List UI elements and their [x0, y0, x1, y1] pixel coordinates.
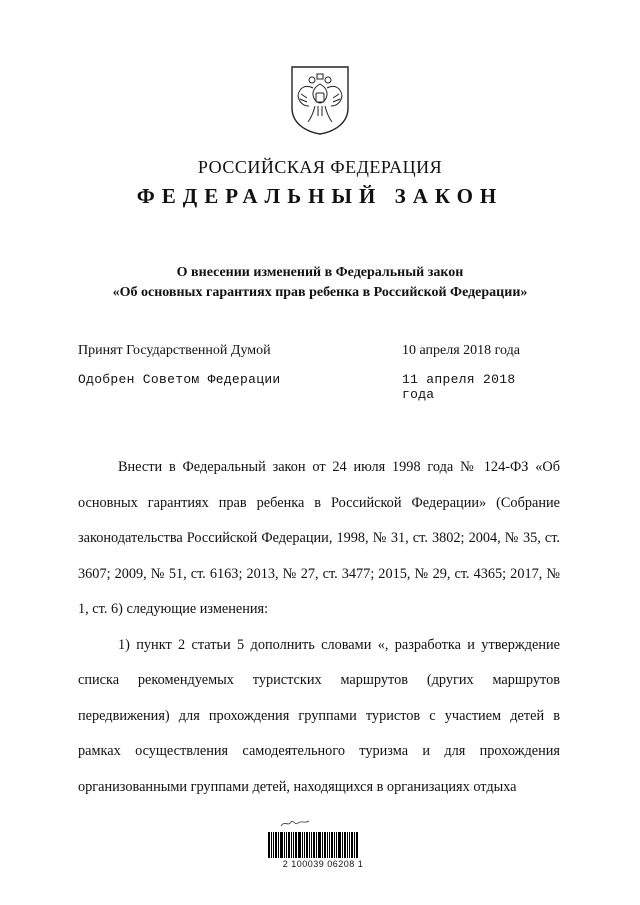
adoption-row-duma [78, 343, 548, 372]
barcode-bar [273, 832, 274, 858]
barcode-bar [311, 832, 312, 858]
barcode-bar [306, 832, 308, 858]
barcode-bar [278, 832, 279, 858]
barcode-bar [275, 832, 277, 858]
law-title-line-2: «Об основных гарантиях прав ребенка в Российской Федерации» [112, 285, 528, 300]
barcode-bar [351, 832, 353, 858]
barcode-bar [324, 832, 326, 858]
barcode-bar [298, 832, 301, 858]
barcode-bar [342, 832, 343, 858]
country-name: РОССИЙСКАЯ ФЕДЕРАЦИЯ [197, 157, 443, 177]
barcode-bar [271, 832, 272, 858]
barcode-bar [338, 832, 341, 858]
barcode-bar [268, 832, 270, 858]
document-type: ФЕДЕРАЛЬНЫЙ ЗАКОН [136, 184, 504, 208]
law-body [78, 450, 560, 805]
barcode-bar [336, 832, 337, 858]
adoption-date: 11 апреля 2018 года [402, 372, 516, 402]
barcode-bar [286, 832, 287, 858]
barcode-bar [331, 832, 333, 858]
law-title [0, 263, 640, 303]
coat-of-arms-icon [289, 64, 351, 136]
barcode-bar [309, 832, 310, 858]
body-paragraph: Внести в Федеральный закон от 24 июля 1998 года № 124-ФЗ «Об основных гарантиях прав ребенка в Российской Федерации» (Собрание законодательства Российской Федерации, 1998, № 31, ст. 3802; 2004, № 35, ст. 3607; 2009, № 51, ст. 6163; 2013, № 27, ст. 3477; 2015, № 29, ст. 4365; 2017, № 1, ст. 6) следующие изменения: [78, 459, 560, 617]
barcode-bar [334, 832, 335, 858]
barcode [268, 822, 378, 870]
barcode-bar [288, 832, 290, 858]
barcode-bar [356, 832, 358, 858]
law-title-line-1: О внесении изменений в Федеральный закон [176, 265, 464, 280]
body-paragraph: 1) пункт 2 статьи 5 дополнить словами «, разработка и утверждение списка рекомендуемых туристских маршрутов (других маршрутов передвижения) для прохождения группами туристов с участием детей в рамках осуществления самодеятельного туризма и для прохождения организованными группами детей, находящихся в организациях отдыха [78, 636, 560, 795]
barcode-bar [302, 832, 303, 858]
barcode-bar [318, 832, 321, 858]
barcode-bar [349, 832, 350, 858]
barcode-bar [295, 832, 297, 858]
barcode-bar [354, 832, 355, 858]
adoption-row-council [78, 372, 548, 401]
barcode-bar [291, 832, 292, 858]
adoption-block [78, 343, 548, 401]
barcode-bar [304, 832, 305, 858]
barcode-bar [347, 832, 348, 858]
barcode-bar [329, 832, 330, 858]
barcode-bar [322, 832, 323, 858]
barcode-bar [280, 832, 283, 858]
barcode-bar [316, 832, 317, 858]
adoption-date: 10 апреля 2018 года [402, 343, 520, 358]
barcode-bar [293, 832, 294, 858]
barcode-bar [327, 832, 328, 858]
barcode-number: 2 100039 06208 1 [282, 859, 364, 869]
barcode-bars [268, 832, 378, 858]
barcode-bar [344, 832, 346, 858]
barcode-bar [284, 832, 285, 858]
adoption-body: Одобрен Советом Федерации [78, 372, 281, 387]
barcode-bar [313, 832, 315, 858]
adoption-body: Принят Государственной Думой [78, 343, 271, 358]
